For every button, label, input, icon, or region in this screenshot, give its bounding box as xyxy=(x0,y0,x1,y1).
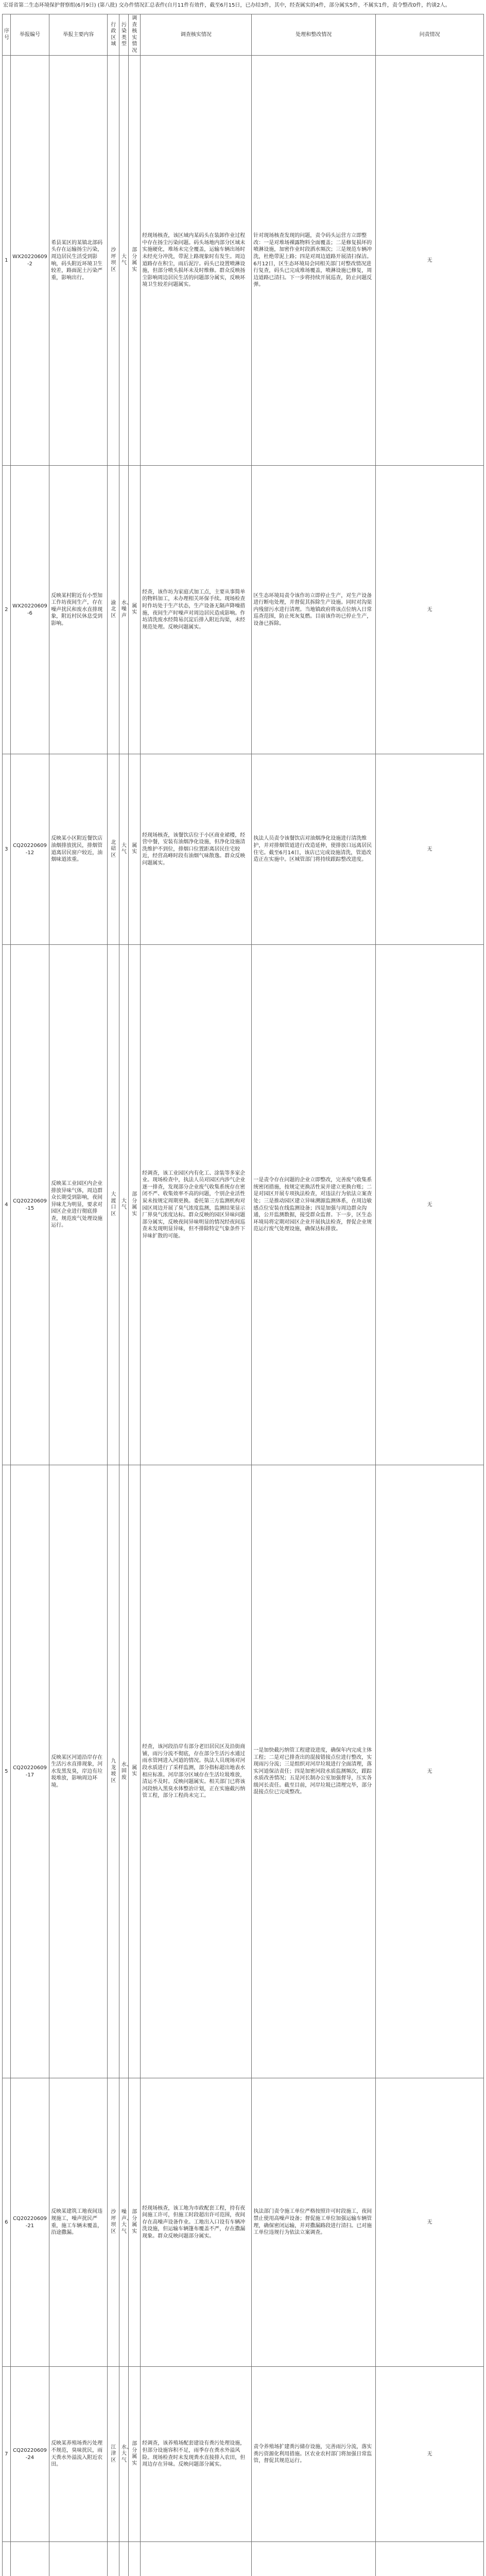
header-findings: 调查核实情况 xyxy=(141,14,252,56)
cell-fine xyxy=(376,2542,484,2576)
cell-type: 水、噪声 xyxy=(119,466,129,754)
cell-process: 一是加快截污纳管工程建设进度，确保年内完成主体工程；二是对已排查出的混接错接点位进行整改，实现雨污分流；三是组织对河岸垃圾进行全面清理，落实河道保洁责任；四是加密河段水质监测频次，跟踪水质改善情况；五是河长制办公室加强督导，压实各级河长责任。截至目前，河岸垃圾已清理完毕，部分混接点位已完成整改。 xyxy=(252,1465,376,2078)
cell-fine: 无 xyxy=(376,754,484,945)
cell-findings: 经调查，该工业园区内有化工、涂装等多家企业。现场检查中，执法人员对园区内涉气企业逐一排查，发现部分企业废气收集系统存在密闭不严、收集效率不高的问题，个别企业活性炭未按规定周期更换。委托第三方监测机构对园区周边开展了臭气浓度监测，监测结果显示厂界臭气浓度达标。群众反映的园区异味问题部分属实，反映夜间异味明显的情况经夜间巡查未发现明显异味，但不排除特定气象条件下异味扩散的可能。 xyxy=(141,945,252,1465)
table-row xyxy=(3,466,484,754)
cell-findings xyxy=(141,2542,252,2576)
cell-no: CQ20220609-12 xyxy=(10,754,49,945)
header-type: 污染类型 xyxy=(119,14,129,56)
header-fine: 问责情况 xyxy=(376,14,484,56)
cell-district: 沙坪坝区 xyxy=(108,2078,119,2367)
cell-findings: 经调查，该养殖场配套建设有粪污处理设施，但部分设施容积不足，雨季存在粪水外溢风险。现场检查时未发现粪水直接排入农田，但周边存在异味。反映问题部分属实。 xyxy=(141,2367,252,2542)
table-row xyxy=(3,1465,484,2078)
cell-district: 九龙坡区 xyxy=(108,1465,119,2078)
table-row xyxy=(3,56,484,466)
header-problem: 举报主要内容 xyxy=(49,14,108,56)
cell-no: CQ20220609-21 xyxy=(10,2078,49,2367)
cell-process: 一是责令存在问题的企业立即整改，完善废气收集系统密闭措施，按规定更换活性炭并建立更换台账；二是对园区开展专项执法检查，对违法行为依法立案查处；三是推动园区建立异味溯源监测体系，在周边敏感点位安装在线监测设备；四是加强与周边群众沟通，公开监测数据，接受群众监督。下一步，区生态环境局将定期对园区企业开展执法检查，督促企业规范运行废气处理设施，确保达标排放。 xyxy=(252,945,376,1465)
cell-idx: 5 xyxy=(3,1465,11,2078)
header-idx: 序号 xyxy=(3,14,11,56)
header-process: 处理和整改情况 xyxy=(252,14,376,56)
cell-findings: 经现场核查，该餐饮店位于小区商业裙楼，经营中餐，安装有油烟净化设施，但净化设施清洗维护不到位，排烟口位置距离居民住宅较近，经营高峰时段有油烟气味散逸。群众反映问题属实。 xyxy=(141,754,252,945)
cell-level: 部分属实 xyxy=(129,2367,141,2542)
cell-no: WX20220609-2 xyxy=(10,56,49,466)
cell-idx: 2 xyxy=(3,466,11,754)
table-header-row xyxy=(3,14,484,56)
cell-level xyxy=(129,2542,141,2576)
cell-level: 属实 xyxy=(129,754,141,945)
cell-findings: 经现场核查，该区域内某码头在装卸作业过程中存在扬尘污染问题。码头场地内部分区域未实施硬化，堆场未完全覆盖，运输车辆出场时未经充分冲洗，带泥上路现象时有发生。周边道路存在积尘，雨后泥泞。码头已设置喷淋设施，但部分喷头损坏未及时维修。群众反映扬尘影响周边居民生活的问题部分属实，反映环境卫生较差问题属实。 xyxy=(141,56,252,466)
cell-problem: 反映某养殖场粪污处理不规范，臭味扰民，雨天粪水外溢流入附近农田。 xyxy=(49,2367,108,2542)
table-row xyxy=(3,754,484,945)
cell-type: 大气 xyxy=(119,754,129,945)
cell-process: 针对现场核查发现的问题，责令码头运营方立即整改：一是对堆场裸露物料全面覆盖；二是修复损坏的喷淋设施，加密作业时段洒水频次；三是规范车辆冲洗，杜绝带泥上路；四是对周边道路开展清扫保洁。6月12日，区生态环境局会同相关部门对整改情况进行复查，码头已完成堆场覆盖，喷淋设施已修复，周边道路已清扫。下一步将持续开展巡查，防止问题反弹。 xyxy=(252,56,376,466)
cell-idx: 7 xyxy=(3,2367,11,2542)
table-row xyxy=(3,2078,484,2367)
cell-idx: 3 xyxy=(3,754,11,945)
cell-no: CQ20220609-15 xyxy=(10,945,49,1465)
cell-idx: 6 xyxy=(3,2078,11,2367)
cell-process: 执法部门责令施工单位严格按照许可时段施工，夜间禁止使用高噪声设备；督促施工单位加强运输车辆管理，确保密闭运输，并对撒漏路段进行清扫。已对施工单位违规行为依法立案调查。 xyxy=(252,2078,376,2367)
cell-problem: 反映某建筑工地夜间违规施工，噪声扰民严重，施工车辆未覆盖，沿途撒漏。 xyxy=(49,2078,108,2367)
cell-type: 大气 xyxy=(119,56,129,466)
cell-idx: 4 xyxy=(3,945,11,1465)
cell-process: 责令养殖场扩建粪污储存设施，完善雨污分流，落实粪污资源化利用措施。区农业农村部门将加强日常监管，督促其规范运行。 xyxy=(252,2367,376,2542)
cell-district: 渝北区 xyxy=(108,466,119,754)
cell-fine: 无 xyxy=(376,945,484,1465)
cell-problem: 希县某区的某镇北部码头存在运输扬尘污染，周边居民生活受到影响，码头附近环境卫生较差，路面泥土污染严重，影响出行。 xyxy=(49,56,108,466)
cell-fine: 无 xyxy=(376,2367,484,2542)
cell-type: 噪声、大气 xyxy=(119,2078,129,2367)
header-level: 调查核实情况 xyxy=(129,14,141,56)
cell-type: 水、固废 xyxy=(119,1465,129,2078)
cell-process xyxy=(252,2542,376,2576)
cell-level: 属实 xyxy=(129,466,141,754)
table-row xyxy=(3,2367,484,2542)
cell-problem: 反映某区河道沿岸存在生活污水直排现象，河水发黑发臭，岸边有垃圾堆放，影响周边环境。 xyxy=(49,1465,108,2078)
cell-district: 江津区 xyxy=(108,2367,119,2542)
cell-type: 水、大气 xyxy=(119,2367,129,2542)
page-title: 宏哥省第二生态环境保护督察组(6月9日) (第八批) 交办件情况汇总表件(自月11件有效件，截至6月15日，已办结3件，其中，经查属实的4件，部分属实5件，不属实1件，责令整改0件，约谈2人。 xyxy=(3,3,450,8)
cell-level: 部分属实 xyxy=(129,56,141,466)
cell-problem: 反映某工业园区内企业排放异味气体，周边群众长期受到影响，夜间异味尤为明显，要求对园区企业进行彻底排查，规范废气处理设施运行。 xyxy=(49,945,108,1465)
header-district: 行政区域 xyxy=(108,14,119,56)
cell-process: 执法人员责令该餐饮店对油烟净化设施进行清洗维护，并对排烟管道进行改造延伸，使排放口远离居民住宅。截至6月14日，该店已完成设施清洗，管道改造正在实施中。区城管部门将持续跟踪整改进度。 xyxy=(252,754,376,945)
cell-problem xyxy=(49,2542,108,2576)
cell-fine: 无 xyxy=(376,1465,484,2078)
cell-district xyxy=(108,2542,119,2576)
cell-district: 北碚区 xyxy=(108,754,119,945)
cell-no: CQ20220609-24 xyxy=(10,2367,49,2542)
cell-no xyxy=(10,2542,49,2576)
table-row xyxy=(3,2542,484,2576)
header-no: 举报编号 xyxy=(10,14,49,56)
report-table xyxy=(2,14,484,2576)
cell-level: 部分属实 xyxy=(129,2078,141,2367)
cell-type xyxy=(119,2542,129,2576)
cell-fine: 无 xyxy=(376,466,484,754)
cell-findings: 经查，该作坊为家庭式加工点，主要从事简单的物料加工，未办理相关环保手续。现场检查时作坊处于生产状态，生产设备无隔声降噪措施，夜间生产时噪声对周边居民造成影响。作坊清洗废水经简易沉淀后排入附近沟渠，未经规范处理。反映问题属实。 xyxy=(141,466,252,754)
cell-problem: 反映某村附近有小型加工作坊夜间生产，存在噪声扰民和废水直排现象，附近村民休息受到影响。 xyxy=(49,466,108,754)
cell-no: CQ20220609-17 xyxy=(10,1465,49,2078)
cell-type: 大气 xyxy=(119,945,129,1465)
cell-idx: 1 xyxy=(3,56,11,466)
cell-idx xyxy=(3,2542,11,2576)
cell-level: 属实 xyxy=(129,1465,141,2078)
cell-level: 部分属实 xyxy=(129,945,141,1465)
cell-process: 区生态环境局责令该作坊立即停止生产，对生产设备进行断电处理，并督促其拆除生产设施。同时对沟渠内残留污水进行清理。当地镇政府将该点位纳入日常巡查范围，防止死灰复燃。目前该作坊已停止生产，设备已拆除。 xyxy=(252,466,376,754)
cell-district: 大渡口区 xyxy=(108,945,119,1465)
cell-district: 沙坪坝区 xyxy=(108,56,119,466)
cell-fine: 无 xyxy=(376,2078,484,2367)
cell-no: WX20220609-6 xyxy=(10,466,49,754)
table-row xyxy=(3,945,484,1465)
cell-findings: 经查，该河段沿岸有部分老旧居民区及沿街商铺，雨污分流不彻底，存在部分生活污水通过雨水管网进入河道的情况。执法人员现场对河段水质进行了采样监测，部分指标超出地表水相应标准。河岸部分区域存在生活垃圾堆放，清运不及时。反映问题属实。相关部门已将该河段纳入黑臭水体整治计划，正在实施截污纳管工程，部分工程尚未完工。 xyxy=(141,1465,252,2078)
cell-fine: 无 xyxy=(376,56,484,466)
cell-findings: 经现场核查，该工地为市政配套工程，持有夜间施工许可，但施工时段超出许可范围，夜间存在高噪声设备作业。工地出入口设有车辆冲洗设施，但运输车辆篷布覆盖不严，存在撒漏现象。群众反映问题部分属实。 xyxy=(141,2078,252,2367)
cell-problem: 反映某小区附近餐饮店油烟排放扰民，排烟管道离居民窗户较近，油烟味道浓重。 xyxy=(49,754,108,945)
